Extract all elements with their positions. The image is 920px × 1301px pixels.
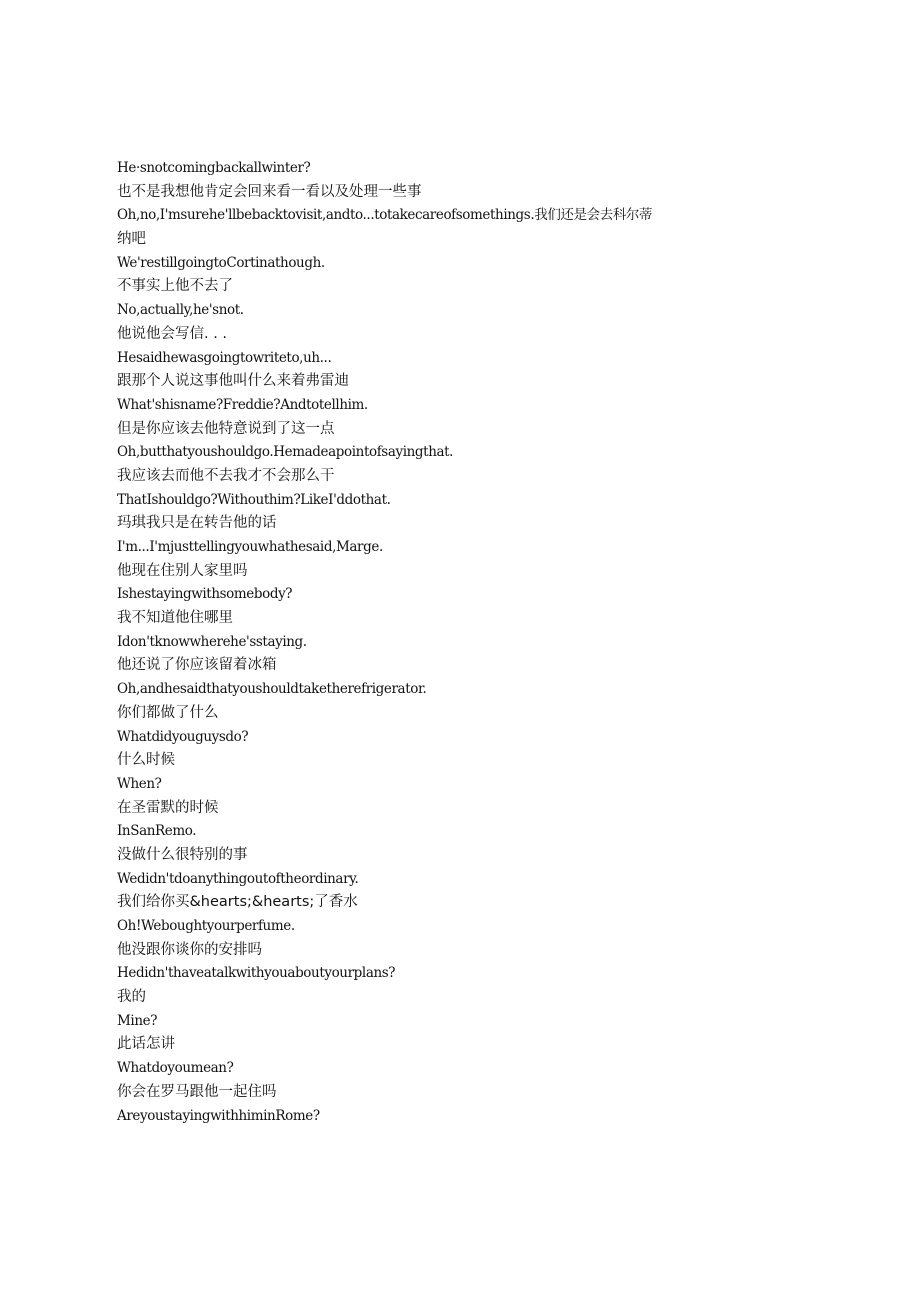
chinese-subtitle-line: 不事实上他不去了: [117, 278, 233, 295]
chinese-subtitle-line: 你们都做了什么: [117, 704, 219, 721]
english-subtitle-line: Oh,andhesaidthatyoushouldtaketherefrigerator.: [117, 681, 427, 698]
english-subtitle-line: ThatIshouldgo?Withouthim?LikeI'ddothat.: [117, 491, 391, 508]
chinese-subtitle-line: 也不是我想他肯定会回来看一看以及处理一些事: [117, 183, 422, 200]
chinese-subtitle-line: 玛琪我只是在转告他的话: [117, 515, 277, 532]
chinese-subtitle-line: 纳吧: [117, 231, 146, 248]
english-subtitle-line: Ishestayingwithsomebody?: [117, 586, 293, 603]
subtitle-lines: [117, 157, 817, 1128]
english-subtitle-line: When?: [117, 775, 162, 792]
english-subtitle-line: Idon'tknowwherehe'sstaying.: [117, 633, 307, 650]
chinese-subtitle-line: 他现在住别人家里吗: [117, 562, 248, 579]
english-subtitle-line: Hesaidhewasgoingtowriteto,uh...: [117, 349, 332, 366]
english-subtitle-line: Oh,butthatyoushouldgo.Hemadeapointofsayingthat.: [117, 444, 454, 461]
chinese-subtitle-line: 他没跟你谈你的安排吗: [117, 941, 262, 958]
english-subtitle-line: Oh!Weboughtyourperfume.: [117, 918, 295, 934]
chinese-subtitle-line: 但是你应该去他特意说到了这一点: [117, 420, 335, 437]
chinese-subtitle-line: 此话怎讲: [117, 1036, 175, 1053]
english-subtitle-line: AreyoustayingwithhiminRome?: [117, 1107, 320, 1124]
chinese-subtitle-line: 我的: [117, 989, 146, 1006]
english-subtitle-line: Wedidn'tdoanythingoutoftheordinary.: [117, 870, 359, 887]
english-subtitle-line: Whatdoyoumean?: [117, 1060, 234, 1077]
chinese-subtitle-line: 我应该去而他不去我才不会那么干: [117, 467, 335, 484]
english-subtitle-line: No,actually,he'snot.: [117, 302, 244, 319]
english-subtitle-line: Oh,no,I'msurehe'llbebacktovisit,andto...totakecareofsomethings.我们还是会去科尔蒂: [117, 207, 653, 224]
english-subtitle-line: I'm...I'mjusttellingyouwhathesaid,Marge.: [117, 539, 383, 555]
chinese-subtitle-line: 他说他会写信. . .: [117, 325, 228, 342]
english-subtitle-line: InSanRemo.: [117, 823, 197, 840]
english-subtitle-line: Whatdidyouguysdo?: [117, 728, 249, 745]
english-subtitle-line: Hedidn'thaveatalkwithyouaboutyourplans?: [117, 965, 396, 982]
chinese-subtitle-line: 我不知道他住哪里: [117, 610, 233, 627]
english-subtitle-line: He·snotcomingbackallwinter?: [117, 160, 311, 176]
chinese-subtitle-line: 什么时候: [117, 752, 175, 769]
chinese-subtitle-line: 你会在罗马跟他一起住吗: [117, 1083, 277, 1100]
chinese-subtitle-line: 没做什么很特别的事: [117, 846, 248, 863]
chinese-subtitle-line: 跟那个人说这事他叫什么来着弗雷迪: [117, 373, 349, 390]
english-subtitle-line: What'shisname?Freddie?Andtotellhim.: [117, 396, 368, 413]
chinese-subtitle-line: 他还说了你应该留着冰箱: [117, 657, 277, 674]
chinese-subtitle-line: 在圣雷默的时候: [117, 799, 219, 816]
english-subtitle-line: We'restillgoingtoCortinathough.: [117, 254, 325, 271]
chinese-subtitle-line: 我们给你买&hearts;&hearts;了香水: [117, 894, 358, 911]
english-subtitle-line: Mine?: [117, 1012, 158, 1029]
